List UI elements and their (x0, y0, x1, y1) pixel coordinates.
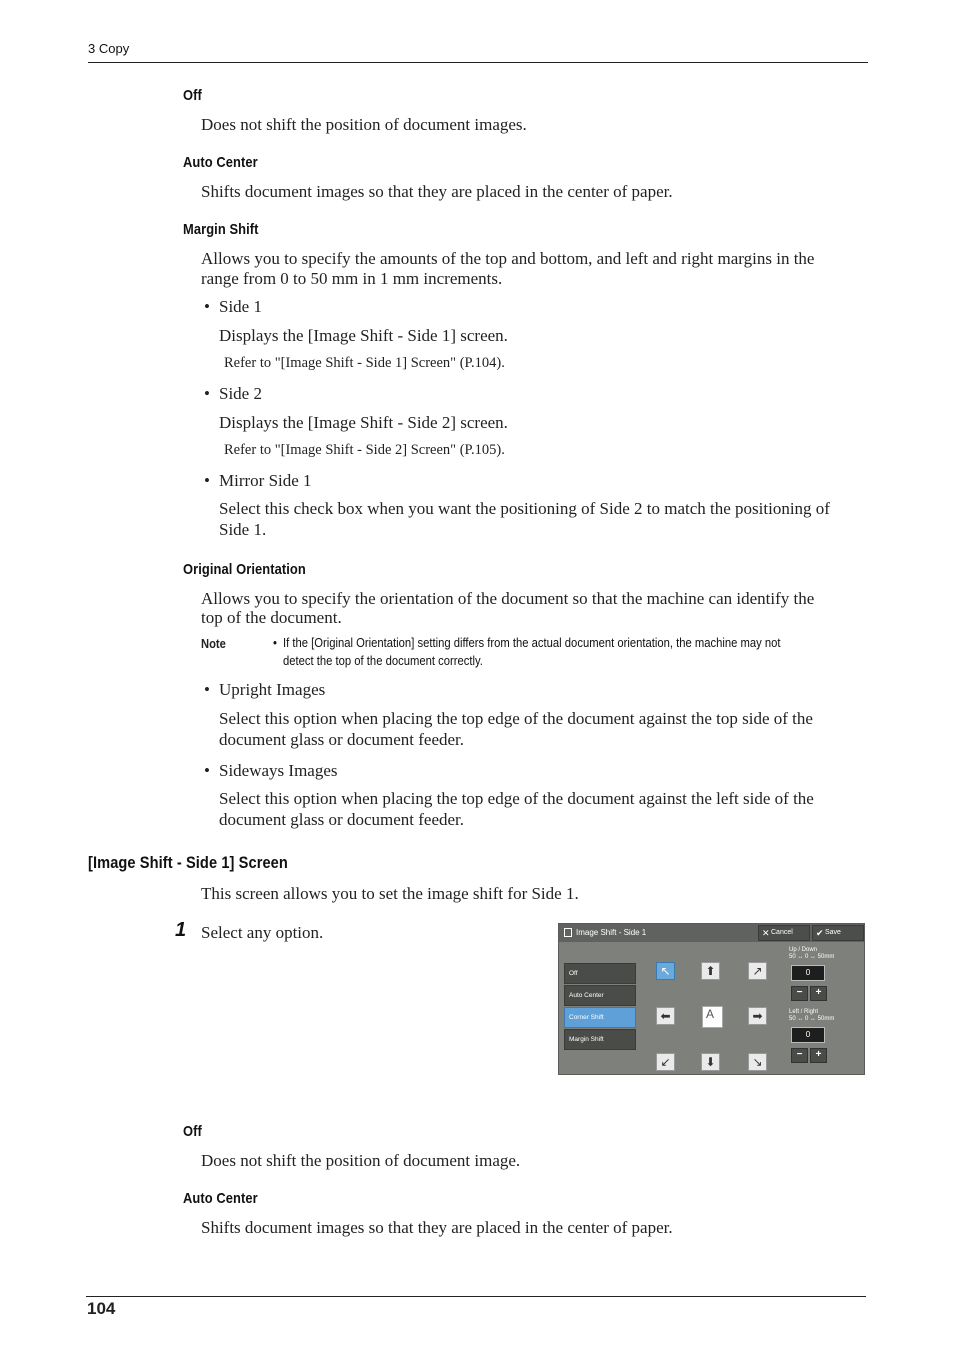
side1-description: Displays the [Image Shift - Side 1] screen. (219, 326, 508, 345)
screenshot-title: Image Shift - Side 1 (576, 928, 647, 937)
document-icon (564, 928, 572, 937)
updown-label: Up / Down (789, 947, 818, 953)
sideways-description-line1: Select this option when placing the top edge of the document against the left side of the (219, 789, 814, 808)
menu-auto-center[interactable]: Auto Center (564, 985, 636, 1006)
arrow-up-right-icon[interactable]: ↗ (748, 962, 767, 980)
arrow-down-icon[interactable]: ⬇ (701, 1053, 720, 1071)
sideways-description-line2: document glass or document feeder. (219, 810, 465, 829)
note-text-line1: If the [Original Orientation] setting differs from the actual document orientation, the machine may not (283, 636, 781, 650)
arrow-right-icon[interactable]: ➡ (748, 1007, 767, 1025)
side2-reference-link[interactable]: Refer to "[Image Shift - Side 2] Screen" (P.105). (224, 442, 505, 458)
side2-label: Side 2 (219, 384, 262, 403)
bullet: • (204, 680, 210, 699)
header-rule (88, 62, 868, 63)
arrow-left-icon[interactable]: ⬅ (656, 1007, 675, 1025)
heading-margin-shift: Margin Shift (183, 221, 259, 238)
menu-corner-shift[interactable]: Corner Shift (564, 1007, 636, 1028)
arrow-down-left-icon[interactable]: ↙ (656, 1053, 675, 1071)
updown-range: 50 ↔ 0 ↔ 50mm (789, 954, 835, 960)
off-description-2: Does not shift the position of document image. (201, 1151, 521, 1170)
step-text: Select any option. (201, 923, 324, 942)
close-icon: ✕ (762, 928, 770, 938)
menu-margin-shift[interactable]: Margin Shift (564, 1029, 636, 1050)
heading-original-orientation: Original Orientation (183, 561, 306, 578)
note-text-line2: detect the top of the document correctly. (283, 654, 483, 668)
mirror-description-line2: Side 1. (219, 520, 267, 539)
bullet: • (204, 297, 210, 316)
mirror-side1-label: Mirror Side 1 (219, 471, 312, 490)
side2-description: Displays the [Image Shift - Side 2] screen. (219, 413, 508, 432)
step-number: 1 (175, 919, 187, 941)
cancel-label: Cancel (771, 929, 793, 936)
bullet: • (204, 384, 210, 403)
heading-auto-center: Auto Center (183, 154, 258, 171)
margin-shift-text-line1: Allows you to specify the amounts of the top and bottom, and left and right margins in the (201, 249, 815, 268)
save-label: Save (825, 929, 841, 936)
note-label: Note (201, 636, 226, 651)
leftright-range: 50 ↔ 0 ↔ 50mm (789, 1016, 835, 1022)
auto-center-description: Shifts document images so that they are placed in the center of paper. (201, 182, 673, 201)
image-shift-screenshot (558, 923, 865, 1075)
updown-minus-button[interactable]: − (791, 986, 808, 1001)
chapter-header: 3 Copy (88, 41, 130, 56)
page-number: 104 (87, 1299, 116, 1318)
heading-off: Off (183, 87, 202, 104)
updown-input[interactable]: 0 (791, 965, 825, 981)
document-preview: A (702, 1006, 723, 1028)
footer-rule (86, 1296, 866, 1297)
upright-images-label: Upright Images (219, 680, 326, 699)
arrow-up-icon[interactable]: ⬆ (701, 962, 720, 980)
arrow-down-right-icon[interactable]: ↘ (748, 1053, 767, 1071)
menu-off[interactable]: Off (564, 963, 636, 984)
margin-shift-text-line2: range from 0 to 50 mm in 1 mm increments. (201, 269, 503, 288)
bullet: • (204, 761, 210, 780)
arrow-up-left-icon[interactable]: ↖ (656, 962, 675, 980)
leftright-minus-button[interactable]: − (791, 1048, 808, 1063)
auto-center-description-2: Shifts document images so that they are placed in the center of paper. (201, 1218, 673, 1237)
save-button[interactable] (812, 925, 864, 941)
sideways-images-label: Sideways Images (219, 761, 338, 780)
leftright-label: Left / Right (789, 1009, 819, 1015)
heading-image-shift-screen: [Image Shift - Side 1] Screen (88, 853, 288, 872)
heading-off-2: Off (183, 1123, 202, 1140)
screen-description: This screen allows you to set the image shift for Side 1. (201, 884, 579, 903)
leftright-input[interactable]: 0 (791, 1027, 825, 1043)
heading-auto-center-2: Auto Center (183, 1190, 258, 1207)
updown-plus-button[interactable]: + (810, 986, 827, 1001)
cancel-button[interactable] (758, 925, 810, 941)
mirror-description-line1: Select this check box when you want the positioning of Side 2 to match the positioning of (219, 499, 830, 518)
orientation-text-line2: top of the document. (201, 608, 342, 627)
side1-label: Side 1 (219, 297, 262, 316)
upright-description-line2: document glass or document feeder. (219, 730, 465, 749)
bullet: • (204, 471, 210, 490)
off-description: Does not shift the position of document images. (201, 115, 527, 134)
leftright-plus-button[interactable]: + (810, 1048, 827, 1063)
note-bullet: • (273, 636, 277, 650)
upright-description-line1: Select this option when placing the top edge of the document against the top side of the (219, 709, 813, 728)
orientation-text-line1: Allows you to specify the orientation of the document so that the machine can identify the (201, 589, 815, 608)
check-icon: ✔ (816, 928, 824, 938)
side1-reference-link[interactable]: Refer to "[Image Shift - Side 1] Screen" (P.104). (224, 355, 505, 371)
